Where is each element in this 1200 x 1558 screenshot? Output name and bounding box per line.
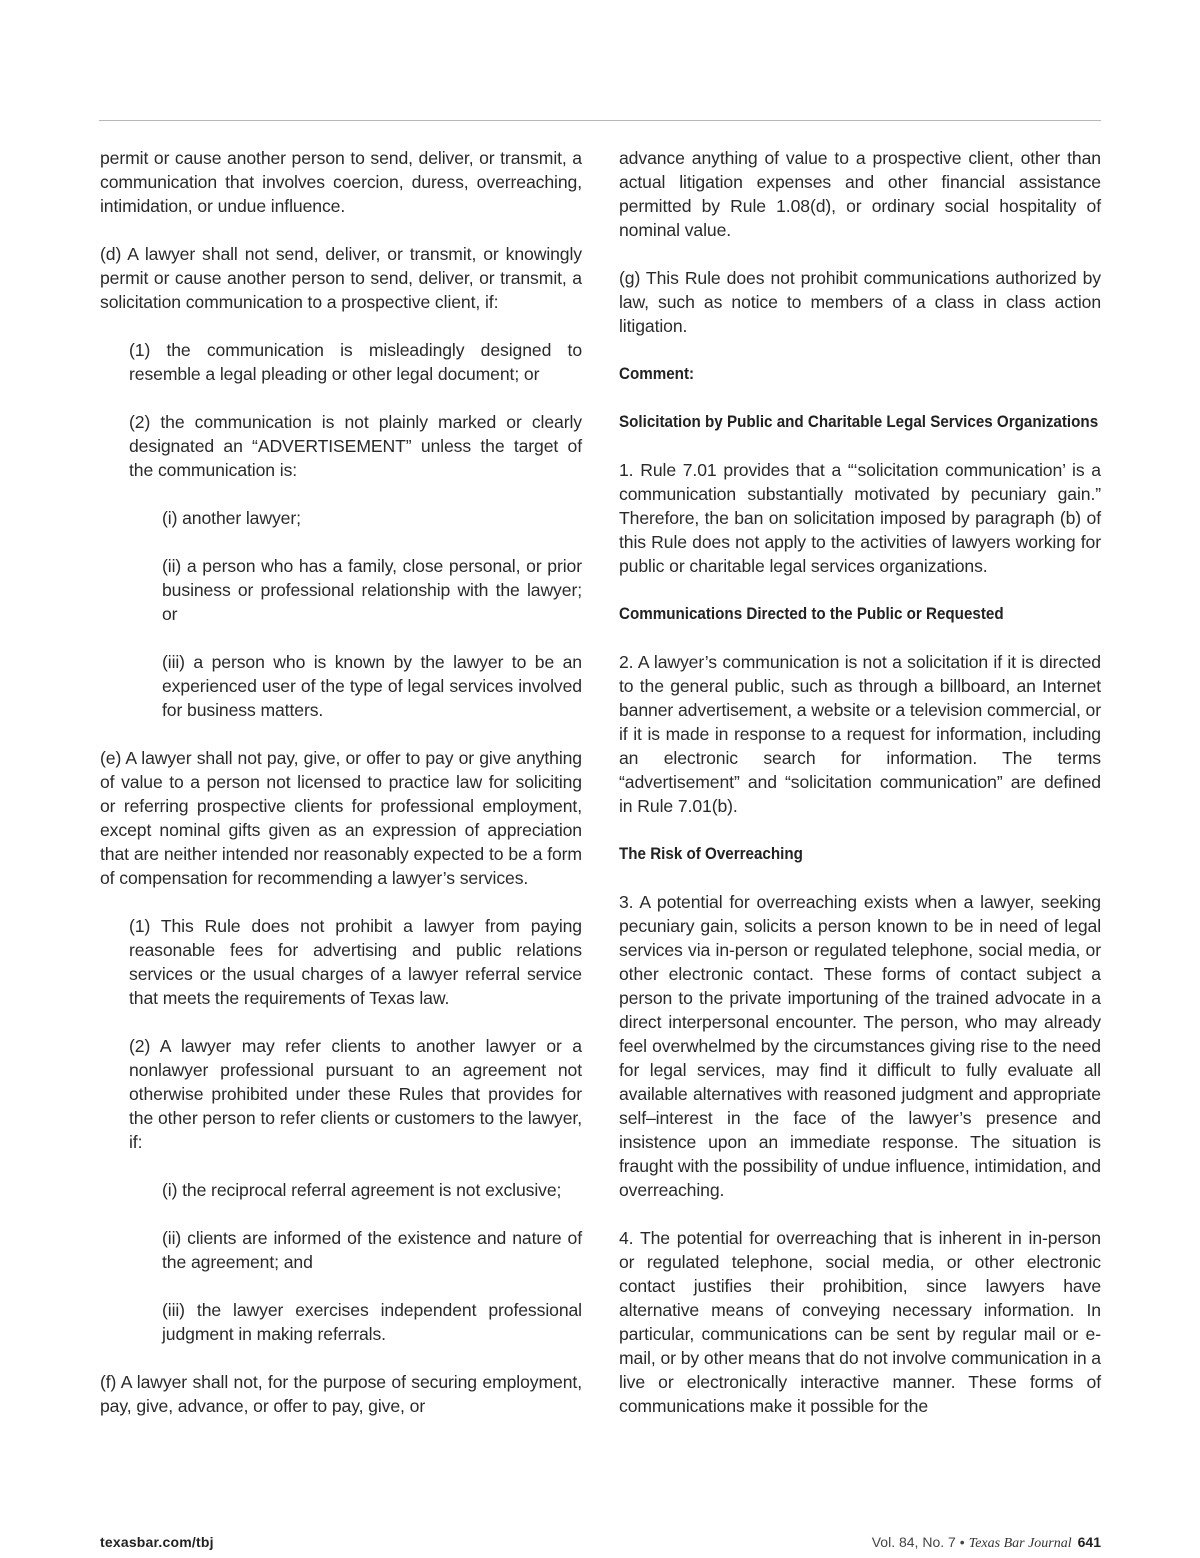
- rule-paragraph-d: (d) A lawyer shall not send, deliver, or transmit, or knowingly permit or cause another person to send, deliver, or transmit, a solicitation communication to a prospective client, if:: [100, 244, 582, 312]
- list-item-e2-i: (i) the reciprocal referral agreement is not exclusive;: [162, 1180, 562, 1200]
- list-item-d2-i: (i) another lawyer;: [162, 508, 301, 528]
- comment-paragraph-3: 3. A potential for overreaching exists when a lawyer, seeking pecuniary gain, solicits a person known to be in need of legal services via in-person or regulated telephone, social media, or other electronic contact. These forms of contact subject a person to the private importuning of the trained advocate in a direct interpersonal encounter. The person, who may already feel overwhelmed by the circumstances giving rise to the need for legal services, may find it difficult to fully evaluate all available alternatives with reasoned judgment and appropriate self–interest in the face of the lawyer’s presence and insistence upon an immediate response. The situation is fraught with the possibility of undue influence, intimidation, and overreaching.: [619, 892, 1101, 1200]
- paragraph: permit or cause another person to send, deliver, or transmit, a communication that involves coercion, duress, overreaching, intimidation, or undue influence.: [100, 148, 582, 216]
- list-item-e2-ii: (ii) clients are informed of the existence and nature of the agreement; and: [162, 1228, 582, 1272]
- right-column: [619, 146, 1101, 1442]
- section-heading-overreaching: The Risk of Overreaching: [619, 845, 803, 863]
- footer-url: texasbar.com/tbj: [100, 1534, 214, 1550]
- subparagraph-e1: (1) This Rule does not prohibit a lawyer from paying reasonable fees for advertising and public relations services or the usual charges of a lawyer referral service that meets the requirements of Texas law.: [129, 916, 582, 1008]
- rule-paragraph-e: (e) A lawyer shall not pay, give, or offer to pay or give anything of value to a person not licensed to practice law for soliciting or referring prospective clients for professional employment, except nominal gifts given as an expression of appreciation that are neither intended nor reasonably expected to be a form of compensation for recommending a lawyer’s services.: [100, 748, 582, 888]
- section-heading-communications: Communications Directed to the Public or Requested: [619, 605, 1004, 623]
- subparagraph-e2: (2) A lawyer may refer clients to another lawyer or a nonlawyer professional pursuant to an agreement not otherwise prohibited under these Rules that provides for the other person to refer clients or customers to the lawyer, if:: [129, 1036, 582, 1152]
- footer-citation: [872, 1532, 1101, 1554]
- subparagraph-d2: (2) the communication is not plainly marked or clearly designated an “ADVERTISEMENT” unless the target of the communication is:: [129, 412, 582, 480]
- list-item-e2-iii: (iii) the lawyer exercises independent professional judgment in making referrals.: [162, 1300, 582, 1344]
- comment-paragraph-2: 2. A lawyer’s communication is not a solicitation if it is directed to the general public, such as through a billboard, an Internet banner advertisement, a website or a television commercial, or if it is made in response to a request for information, including an electronic search for information. The terms “advertisement” and “solicitation communication” are defined in Rule 7.01(b).: [619, 652, 1101, 816]
- footer-volume: Vol. 84, No. 7: [871, 1534, 956, 1550]
- footer-bullet: •: [959, 1534, 965, 1550]
- section-heading-solicitation: Solicitation by Public and Charitable Legal Services Organizations: [619, 413, 1099, 431]
- list-item-d2-iii: (iii) a person who is known by the lawyer to be an experienced user of the type of legal services involved for business matters.: [162, 652, 582, 720]
- comment-paragraph-1: 1. Rule 7.01 provides that a “‘solicitation communication’ is a communication substantially motivated by pecuniary gain.” Therefore, the ban on solicitation imposed by paragraph (b) of this Rule does not apply to the activities of lawyers working for public or charitable legal services organizations.: [619, 460, 1101, 576]
- subparagraph-d1: (1) the communication is misleadingly designed to resemble a legal pleading or other legal document; or: [129, 340, 582, 384]
- comment-heading: Comment:: [619, 365, 695, 383]
- rule-paragraph-f: (f) A lawyer shall not, for the purpose of securing employment, pay, give, advance, or offer to pay, give, or: [100, 1372, 582, 1416]
- footer-journal-title: Texas Bar Journal: [968, 1536, 1072, 1551]
- list-item-d2-ii: (ii) a person who has a family, close personal, or prior business or professional relationship with the lawyer; or: [162, 556, 582, 624]
- header-rule: [99, 120, 1101, 121]
- paragraph-continued: advance anything of value to a prospective client, other than actual litigation expenses and other financial assistance permitted by Rule 1.08(d), or ordinary social hospitality of nominal value.: [619, 148, 1101, 240]
- left-column: [100, 146, 582, 1442]
- page-number: 641: [1077, 1534, 1101, 1550]
- comment-paragraph-4: 4. The potential for overreaching that is inherent in in-person or regulated telephone, social media, or other electronic contact justifies their prohibition, since lawyers have alternative means of conveying necessary information. In particular, communications can be sent by regular mail or e-mail, or by other means that do not involve communication in a live or electronically interactive manner. These forms of communications make it possible for the: [619, 1228, 1101, 1416]
- rule-paragraph-g: (g) This Rule does not prohibit communications authorized by law, such as notice to members of a class in class action litigation.: [619, 268, 1101, 336]
